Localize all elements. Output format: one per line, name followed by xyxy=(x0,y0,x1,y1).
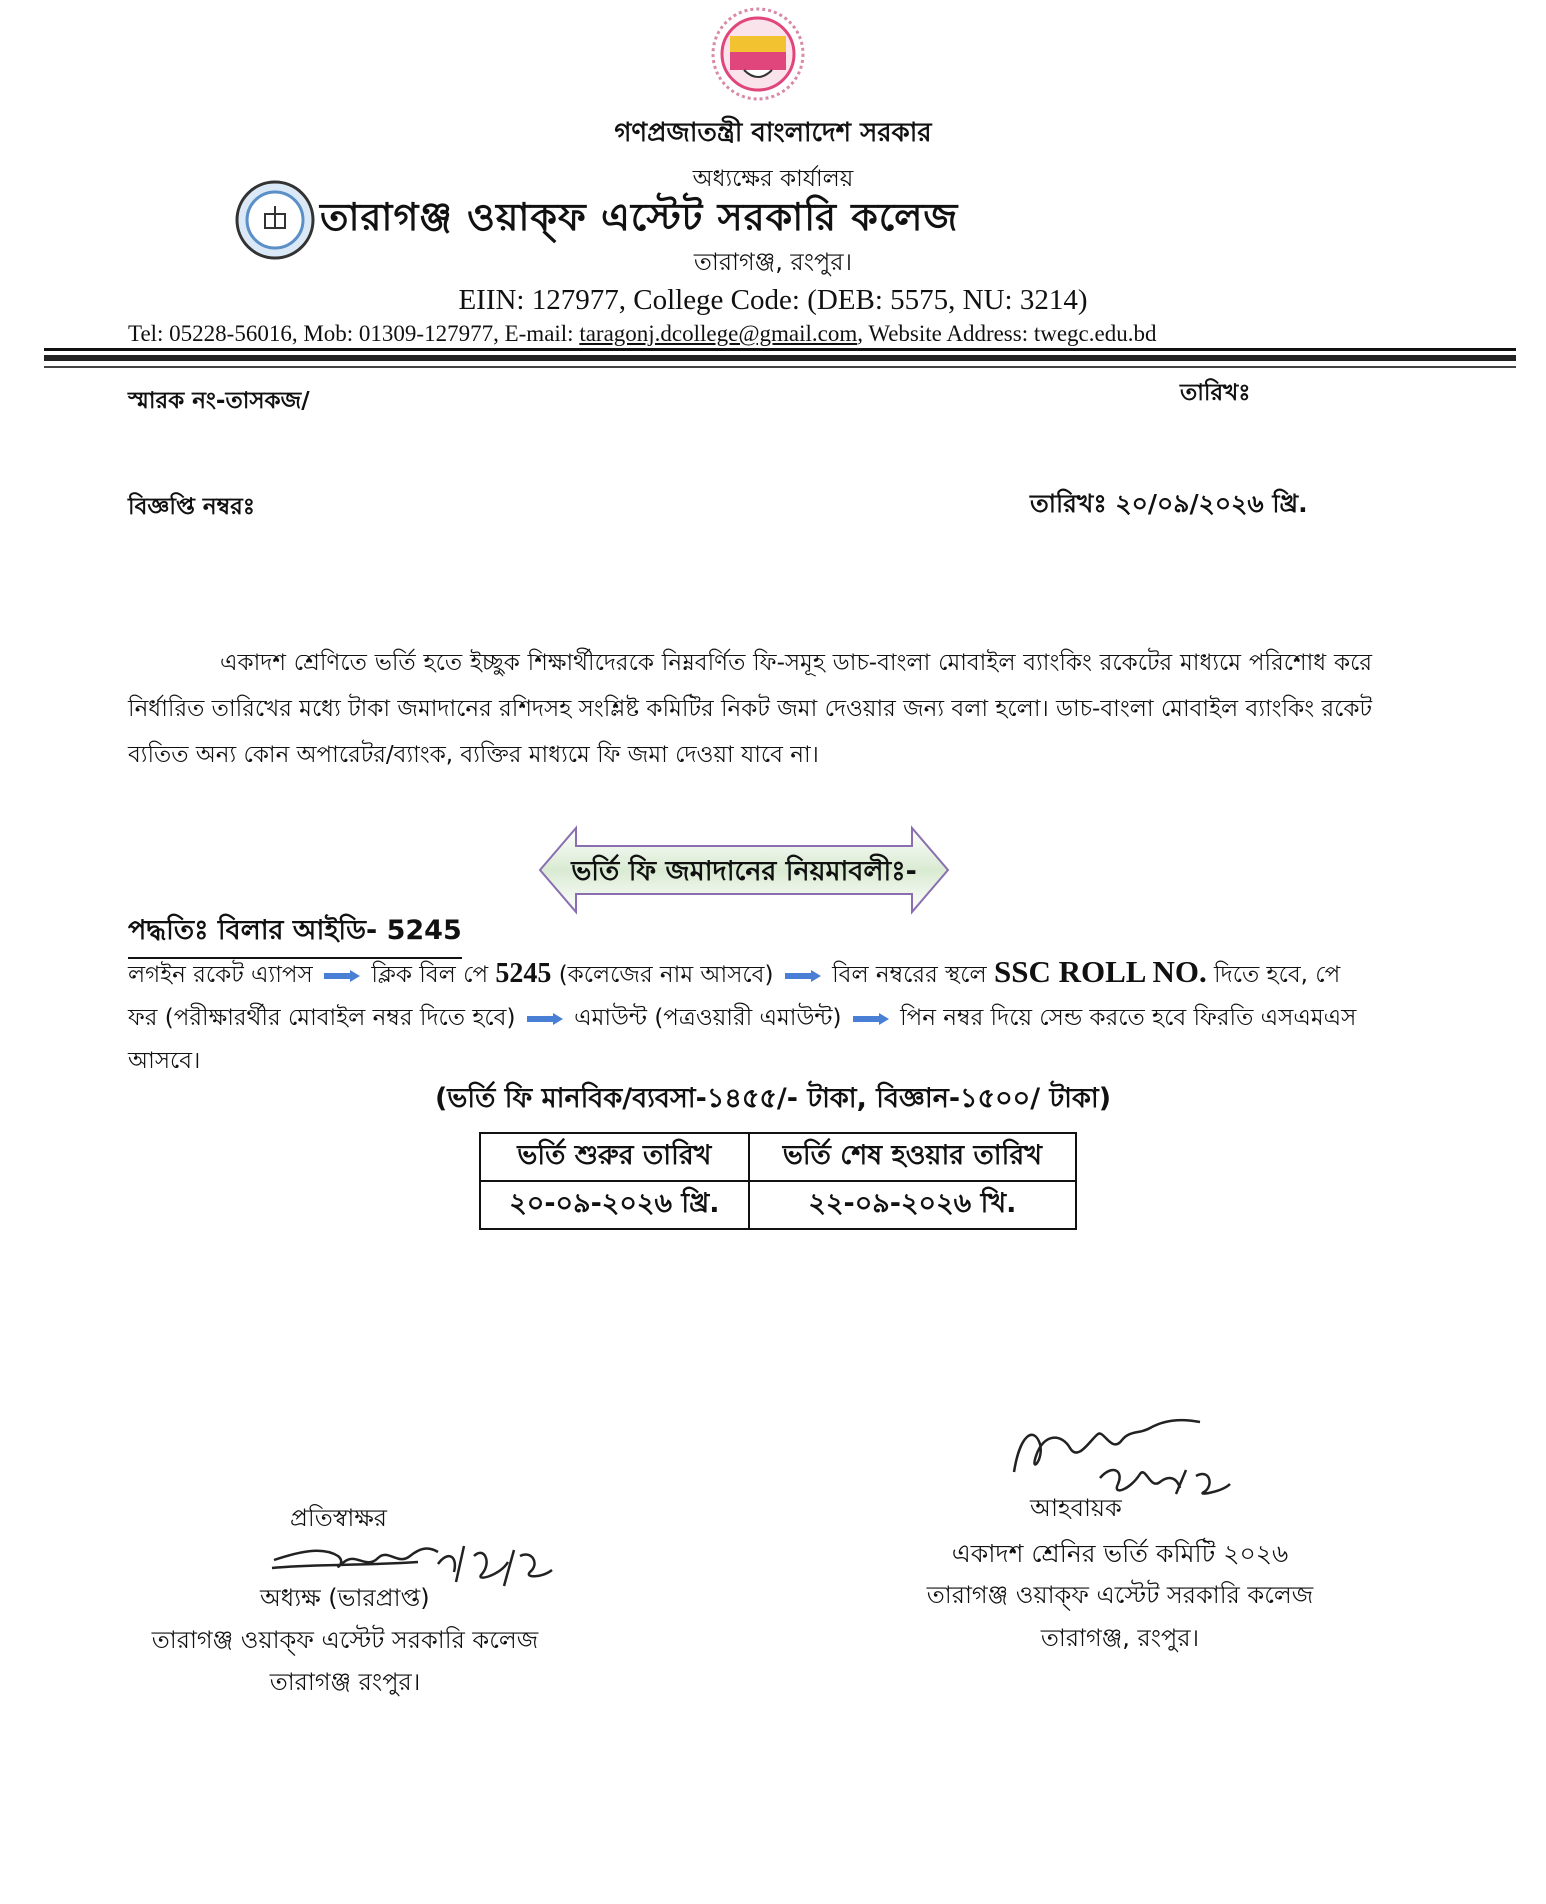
arrow-right-icon xyxy=(785,970,821,982)
notice-number-label: বিজ্ঞপ্তি নম্বরঃ xyxy=(128,494,256,520)
college-name-left: তারাগঞ্জ ওয়াক্ফ এস্টেট সরকারি কলেজ xyxy=(151,1626,539,1654)
ssc-roll-label: SSC ROLL NO. xyxy=(993,954,1207,989)
header-rule-top xyxy=(44,348,1516,351)
table-header-start: ভর্তি শুরুর তারিখ xyxy=(480,1133,749,1181)
banner-title: ভর্তি ফি জমাদানের নিয়মাবলীঃ- xyxy=(571,856,917,887)
step-amount: এমাউন্ট (পত্রওয়ারী এমাউন্ট) xyxy=(574,1005,842,1031)
office-title: অধ্যক্ষের কার্যালয় xyxy=(692,166,854,192)
biller-id: 5245 xyxy=(495,958,552,989)
payment-method: পদ্ধতিঃ বিলার আইডি- 5245 xyxy=(128,910,462,959)
location-right: তারাগঞ্জ, রংপুর। xyxy=(1040,1624,1200,1652)
convener-title: আহবায়ক xyxy=(1030,1494,1122,1522)
header-rule-thick xyxy=(44,355,1516,361)
notice-date: তারিখঃ ২০/০৯/২০২৬ খ্রি. xyxy=(1030,489,1308,518)
table-row xyxy=(480,1181,1076,1229)
table-header-end: ভর্তি শেষ হওয়ার তারিখ xyxy=(749,1133,1076,1181)
notice-paragraph xyxy=(128,640,1372,778)
header-rule-bottom xyxy=(44,366,1516,368)
table-row xyxy=(480,1133,1076,1181)
committee-name: একাদশ শ্রেনির ভর্তি কমিটি ২০২৬ xyxy=(951,1539,1289,1568)
principal-title: অধ্যক্ষ (ভারপ্রাপ্ত) xyxy=(260,1584,430,1612)
step-college-name-note: (কলেজের নাম আসবে) xyxy=(558,962,774,988)
contact-suffix: , Website Address: twegc.edu.bd xyxy=(857,321,1157,346)
eiin-line: EIIN: 127977, College Code: (DEB: 5575, NU: 3214) xyxy=(458,284,1088,316)
step-login: লগইন রকেট এ্যাপস xyxy=(128,962,313,988)
government-seal-icon xyxy=(704,4,812,104)
payment-steps xyxy=(128,950,1372,1083)
dates-table xyxy=(479,1132,1077,1230)
email-link[interactable]: taragonj.dcollege@gmail.com xyxy=(579,321,858,346)
step-bill-number: বিল নম্বরের স্থলে xyxy=(832,962,987,988)
step-click-bill-pay: ক্লিক বিল পে xyxy=(371,962,489,988)
arrow-right-icon xyxy=(853,1013,889,1025)
start-date-cell: ২০-০৯-২০২৬ খ্রি. xyxy=(480,1181,749,1229)
memo-date-label: তারিখঃ xyxy=(1180,380,1251,406)
location-left: তারাগঞ্জ রংপুর। xyxy=(269,1668,421,1696)
memo-number-label: স্মারক নং-তাসকজ/ xyxy=(128,388,310,414)
contact-prefix: Tel: 05228-56016, Mob: 01309-127977, E-mail: xyxy=(128,321,580,346)
step-pin-send: পিন নম্বর দিয়ে সেন্ড করতে হবে ফিরতি এসএমএস আসবে। xyxy=(128,1005,1357,1074)
college-location: তারাগঞ্জ, রংপুর। xyxy=(693,248,853,276)
step-pay-for: দিতে হবে, পে ফর (পরীক্ষারর্থীর মোবাইল নম্বর দিতে হবে) xyxy=(128,962,1341,1031)
contact-line xyxy=(128,321,1156,347)
end-date-cell: ২২-০৯-২০২৬ খি. xyxy=(749,1181,1076,1229)
arrow-right-icon xyxy=(527,1013,563,1025)
college-name-right: তারাগঞ্জ ওয়াক্ফ এস্টেট সরকারি কলেজ xyxy=(926,1581,1314,1609)
arrow-right-icon xyxy=(324,970,360,982)
notice-paragraph-text: একাদশ শ্রেণিতে ভর্তি হতে ইচ্ছুক শিক্ষার্থীদেরকে নিম্নবর্ণিত ফি-সমূহ ডাচ-বাংলা মোবাইল ব্যাংকিং রকেটের মাধ্যমে পরিশোধ করে নির্ধারিত তারিখের মধ্যে টাকা জমাদানের রশিদসহ সংশ্লিষ্ট কমিটির নিকট জমা দেওয়ার জন্য বলা হলো। ডাচ-বাংলা মোবাইল ব্যাংকিং রকেট ব্যতিত অন্য কোন অপারেটর/ব্যাংক, ব্যক্তির মাধ্যমে ফি জমা দেওয়া যাবে না। xyxy=(128,650,1372,768)
fee-amounts: (ভর্তি ফি মানবিক/ব্যবসা-১৪৫৫/- টাকা, বিজ্ঞান-১৫০০/ টাকা) xyxy=(434,1083,1112,1114)
college-name: তারাগঞ্জ ওয়াক্ফ এস্টেট সরকারি কলেজ xyxy=(320,195,959,239)
countersign-label: প্রতিস্বাক্ষর xyxy=(290,1504,387,1532)
government-title: গণপ্রজাতন্ত্রী বাংলাদেশ সরকার xyxy=(614,118,932,148)
